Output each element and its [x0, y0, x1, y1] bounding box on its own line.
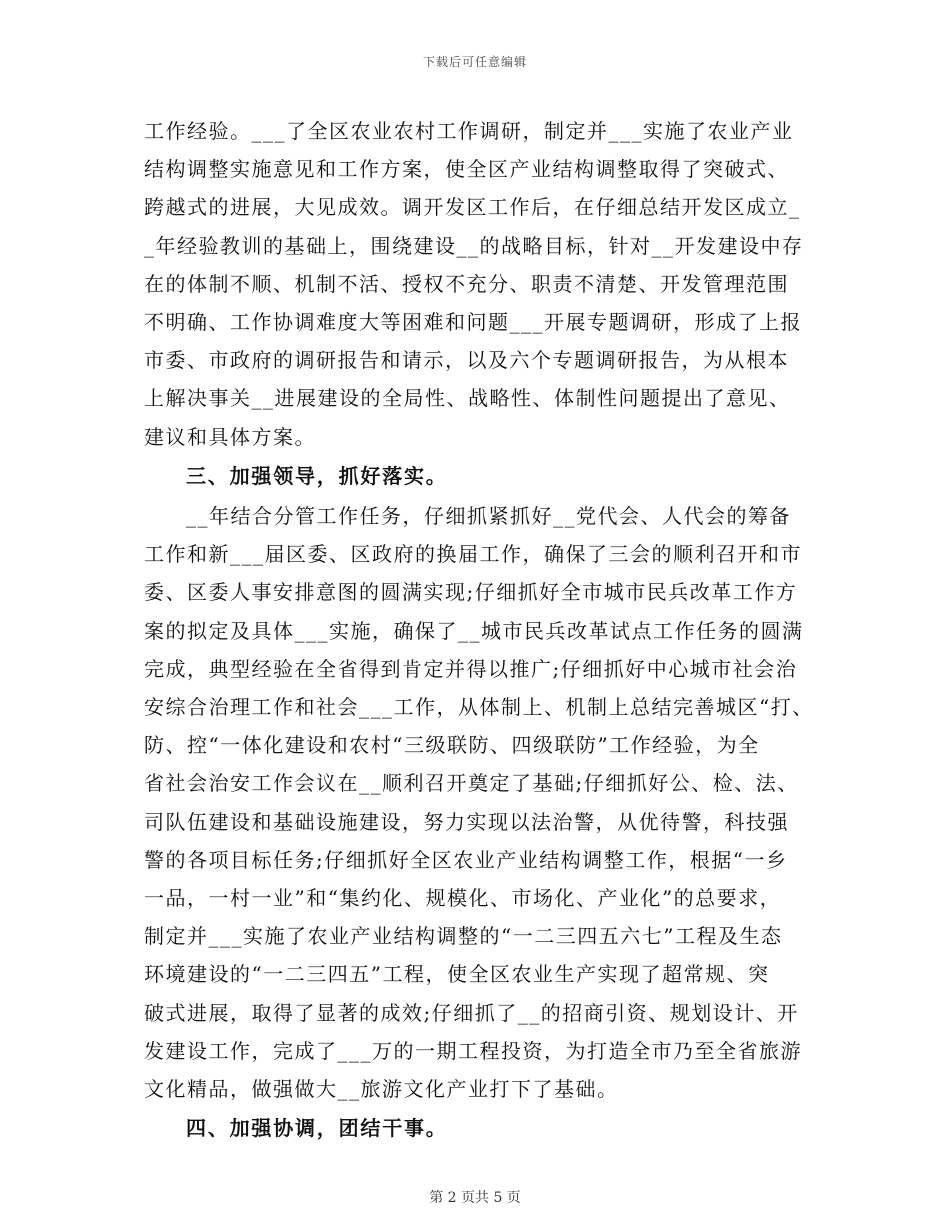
page-header: 下载后可任意编辑: [422, 55, 527, 69]
body-line: 建议和具体方案。: [144, 424, 316, 449]
section-heading-3: 三、加强领导，抓好落实。: [186, 463, 448, 488]
body-line: 在的体制不顺、机制不活、授权不充分、职责不清楚、开发管理范围: [144, 271, 789, 296]
body-line: 结构调整实施意见和工作方案，使全区产业结构调整取得了突破式、: [144, 157, 789, 182]
body-line: 案的拟定及具体___实施，确保了__城市民兵改革试点工作任务的圆满: [144, 618, 804, 643]
body-line: _年经验教训的基础上，围绕建设__的战略目标，针对__开发建设中存: [144, 233, 804, 258]
body-line: 司队伍建设和基础设施建设，努力实现以法治警，从优待警，科技强: [144, 809, 789, 834]
body-line: 市委、市政府的调研报告和请示，以及六个专题调研报告，为从根本: [144, 348, 789, 373]
body-line: 委、区委人事安排意图的圆满实现;仔细抓好全市城市民兵改革工作方: [144, 580, 798, 605]
body-line: 上解决事关__进展建设的全局性、战略性、体制性问题提出了意见、: [144, 386, 791, 411]
document-body: [144, 112, 812, 1149]
body-line: 制定并___实施了农业产业结构调整的“一二三四五六七”工程及生态: [144, 924, 783, 949]
body-line: 工作和新___届区委、区政府的换届工作，确保了三会的顺利召开和市: [144, 542, 802, 567]
body-line: 环境建设的“一二三四五”工程，使全区农业生产实现了超常规、突: [144, 962, 770, 987]
body-line: 一品，一村一业”和“集约化、规模化、市场化、产业化”的总要求，: [144, 885, 782, 910]
page-number: 第 2 页共 5 页: [429, 1190, 521, 1206]
body-line: 发建设工作，完成了___万的一期工程投资，为打造全市乃至全省旅游: [144, 1038, 802, 1063]
body-line: 不明确、工作协调难度大等困难和问题___开展专题调研，形成了上报: [144, 309, 802, 334]
body-line: 破式进展，取得了显著的成效;仔细抓了__的招商引资、规划设计、开: [144, 1000, 799, 1025]
body-line: 文化精品，做强做大__旅游文化产业打下了基础。: [144, 1076, 619, 1101]
body-line: 跨越式的进展，大见成效。调开发区工作后，在仔细总结开发区成立_: [144, 195, 801, 220]
body-line: 防、控“一体化建设和农村“三级联防、四级联防”工作经验，为全: [144, 733, 760, 758]
section-heading-4: 四、加强协调，团结干事。: [186, 1116, 448, 1141]
body-line: 工作经验。___了全区农业农村工作调研，制定并___实施了农业产业: [144, 119, 794, 143]
body-line: 警的各项目标任务;仔细抓好全区农业产业结构调整工作，根据“一乡: [144, 847, 788, 872]
body-line: 省社会治安工作会议在__顺利召开奠定了基础;仔细抓好公、检、法、: [144, 771, 799, 796]
body-line: __年结合分管工作任务，仔细抓紧抓好__党代会、人代会的筹备: [186, 504, 791, 529]
body-line: 安综合治理工作和社会___工作，从体制上、机制上总结完善城区“打、: [144, 695, 814, 720]
body-line: 完成，典型经验在全省得到肯定并得以推广;仔细抓好中心城市社会治: [144, 656, 798, 681]
